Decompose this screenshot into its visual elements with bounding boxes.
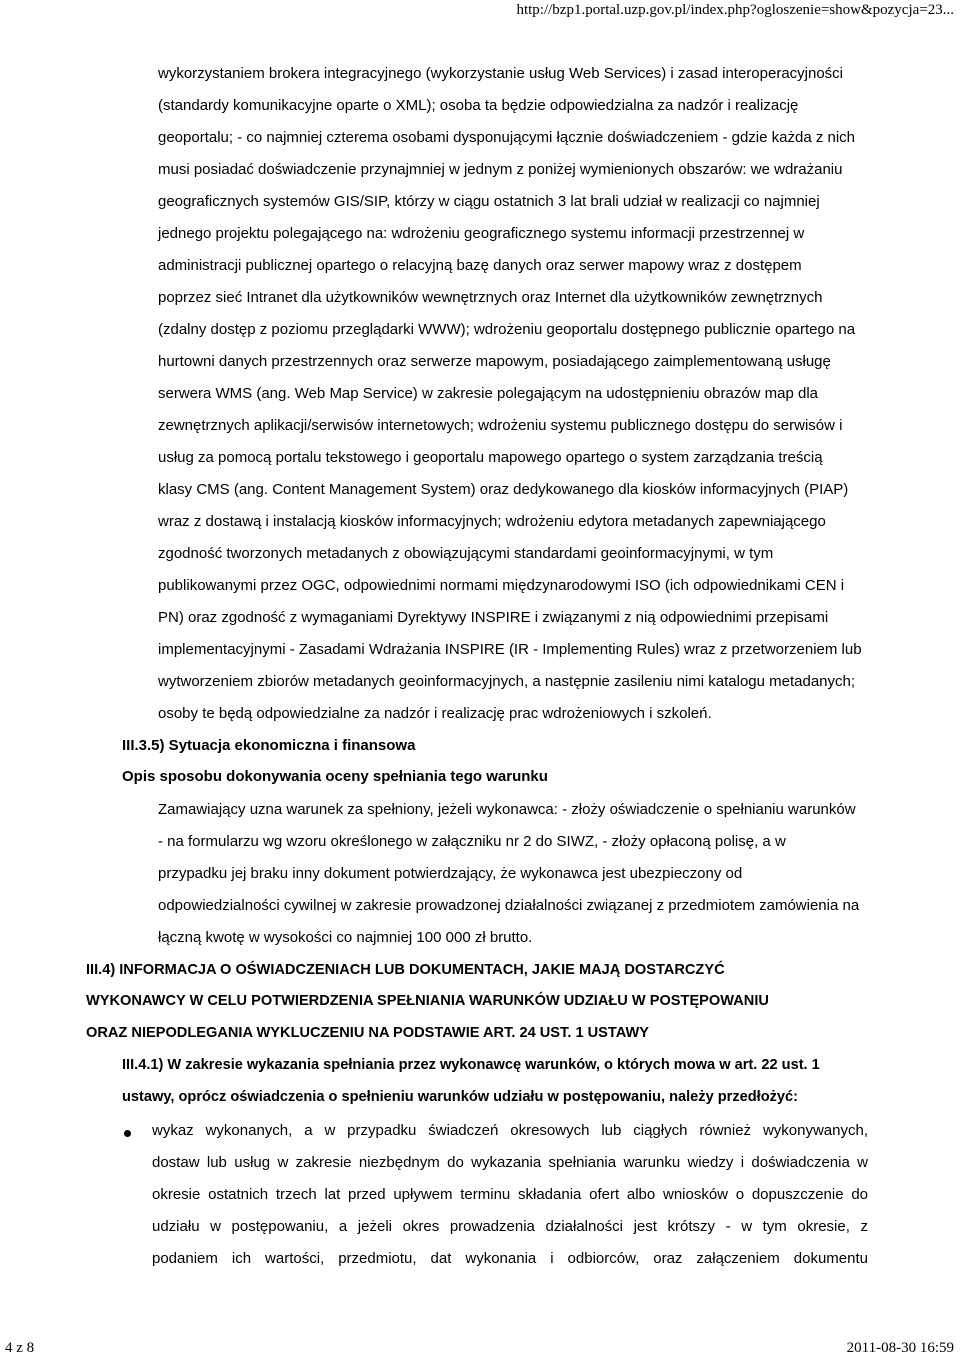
text-line: PN) oraz zgodność z wymaganiami Dyrektywy INSPIRE i związanymi z nią odpowiednimi przepisami — [158, 609, 829, 626]
heading-line: III.4.1) W zakresie wykazania spełniania przez wykonawcę warunków, o których mowa w art. 22 ust. 1 — [122, 1057, 820, 1073]
page-number: 4 z 8 — [5, 1340, 35, 1356]
section-heading-economic: III.3.5) Sytuacja ekonomiczna i finansowa — [122, 737, 416, 754]
text-line: wykorzystaniem brokera integracyjnego (wykorzystanie usług Web Services) i zasad interoperacyjności — [158, 65, 844, 82]
text-line: (standardy komunikacyjne oparte o XML); osoba ta będzie odpowiedzialna za nadzór i realizację — [158, 97, 799, 114]
text-line: - na formularzu wg wzoru określonego w załączniku nr 2 do SIWZ, - złoży opłaconą polisę, a w — [158, 833, 786, 850]
text-line: dostaw lub usług w zakresie niezbędnym do wykazania spełniania warunku wiedzy i doświadczenia w — [152, 1154, 868, 1171]
text-line: odpowiedzialności cywilnej w zakresie prowadzonej działalności związanej z przedmiotem zamówienia na — [158, 897, 860, 914]
text-line: usług za pomocą portalu tekstowego i geoportalu mapowego opartego o system zarządzania treścią — [158, 449, 823, 466]
text-line: zgodność tworzonych metadanych z obowiązującymi standardami geoinformacyjnymi, w tym — [158, 545, 774, 562]
text-line: administracji publicznej opartego o relacyjną bazę danych oraz serwer mapowy wraz z dostępem — [158, 257, 802, 274]
text-line: podaniem ich wartości, przedmiotu, dat wykonania i odbiorców, oraz załączeniem dokumentu — [152, 1250, 868, 1267]
text-line: okresie ostatnich trzech lat przed upływem terminu składania ofert albo wniosków o dopuszczenie do — [152, 1186, 868, 1203]
text-line: geograficznych systemów GIS/SIP, którzy w ciągu ostatnich 3 lat brali udział w realizacji co najmniej — [158, 193, 820, 210]
heading-line: WYKONAWCY W CELU POTWIERDZENIA SPEŁNIANIA WARUNKÓW UDZIAŁU W POSTĘPOWANIU — [86, 993, 769, 1009]
text-line: jednego projektu polegającego na: wdrożeniu geograficznego systemu informacji przestrzennej w — [158, 225, 805, 242]
text-line: wraz z dostawą i instalacją kiosków informacyjnych; wdrożeniu edytora metadanych zapewniającego — [158, 513, 826, 530]
heading-line: ustawy, oprócz oświadczenia o spełnieniu warunków udziału w postępowaniu, należy przedłożyć: — [122, 1089, 799, 1105]
text-line: wykaz wykonanych, a w przypadku świadczeń okresowych lub ciągłych również wykonywanych, — [152, 1122, 868, 1139]
text-line: łączną kwotę w wysokości co najmniej 100 000 zł brutto. — [158, 929, 533, 946]
text-line: zewnętrznych aplikacji/serwisów internetowych; wdrożeniu systemu publicznego dostępu do serwisów i — [158, 417, 843, 434]
text-line: poprzez sieć Intranet dla użytkowników wewnętrznych oraz Internet dla użytkowników zewnętrznych — [158, 289, 823, 306]
page-url: http://bzp1.portal.uzp.gov.pl/index.php?ogloszenie=show&pozycja=23... — [516, 2, 954, 18]
text-line: Zamawiający uzna warunek za spełniony, jeżeli wykonawca: - złoży oświadczenie o spełnianiu warunków — [158, 801, 856, 818]
text-line: serwera WMS (ang. Web Map Service) w zakresie polegającym na udostępnieniu obrazów map dla — [158, 385, 819, 402]
text-line: hurtowni danych przestrzennych oraz serwerze mapowym, posiadającego zaimplementowaną usługę — [158, 353, 831, 370]
text-line: klasy CMS (ang. Content Management System) oraz dedykowanego dla kiosków informacyjnych (PIAP) — [158, 481, 849, 498]
bullet-icon — [124, 1130, 131, 1137]
print-timestamp: 2011-08-30 16:59 — [846, 1340, 954, 1356]
text-line: implementacyjnymi - Zasadami Wdrażania INSPIRE (IR - Implementing Rules) wraz z przetworzeniem lub — [158, 641, 862, 658]
heading-line: III.4) INFORMACJA O OŚWIADCZENIACH LUB DOKUMENTACH, JAKIE MAJĄ DOSTARCZYĆ — [86, 962, 725, 978]
text-line: (zdalny dostęp z poziomu przeglądarki WWW); wdrożeniu geoportalu dostępnego publicznie opartego na — [158, 321, 856, 338]
text-line: udziału w postępowaniu, a jeżeli okres prowadzenia działalności jest krótszy - w tym okresie, z — [152, 1218, 868, 1235]
heading-line: ORAZ NIEPODLEGANIA WYKLUCZENIU NA PODSTAWIE ART. 24 UST. 1 USTAWY — [86, 1025, 649, 1041]
text-line: wytworzeniem zbiorów metadanych geoinformacyjnych, a następnie zasileniu nimi katalogu metadanych; — [158, 673, 856, 690]
text-line: przypadku jej braku inny dokument potwierdzający, że wykonawca jest ubezpieczony od — [158, 865, 743, 882]
text-line: musi posiadać doświadczenie przynajmniej w jednym z poniżej wymienionych obszarów: we wdrażaniu — [158, 161, 843, 178]
text-line: geoportalu; - co najmniej czterema osobami dysponującymi łącznie doświadczeniem - gdzie każda z nich — [158, 129, 856, 146]
text-line: osoby te będą odpowiedzialne za nadzór i realizację prac wdrożeniowych i szkoleń. — [158, 705, 712, 722]
section-subheading-assessment: Opis sposobu dokonywania oceny spełniania tego warunku — [122, 768, 548, 785]
text-line: publikowanymi przez OGC, odpowiednimi normami międzynarodowymi ISO (ich odpowiednikami CEN i — [158, 577, 845, 594]
